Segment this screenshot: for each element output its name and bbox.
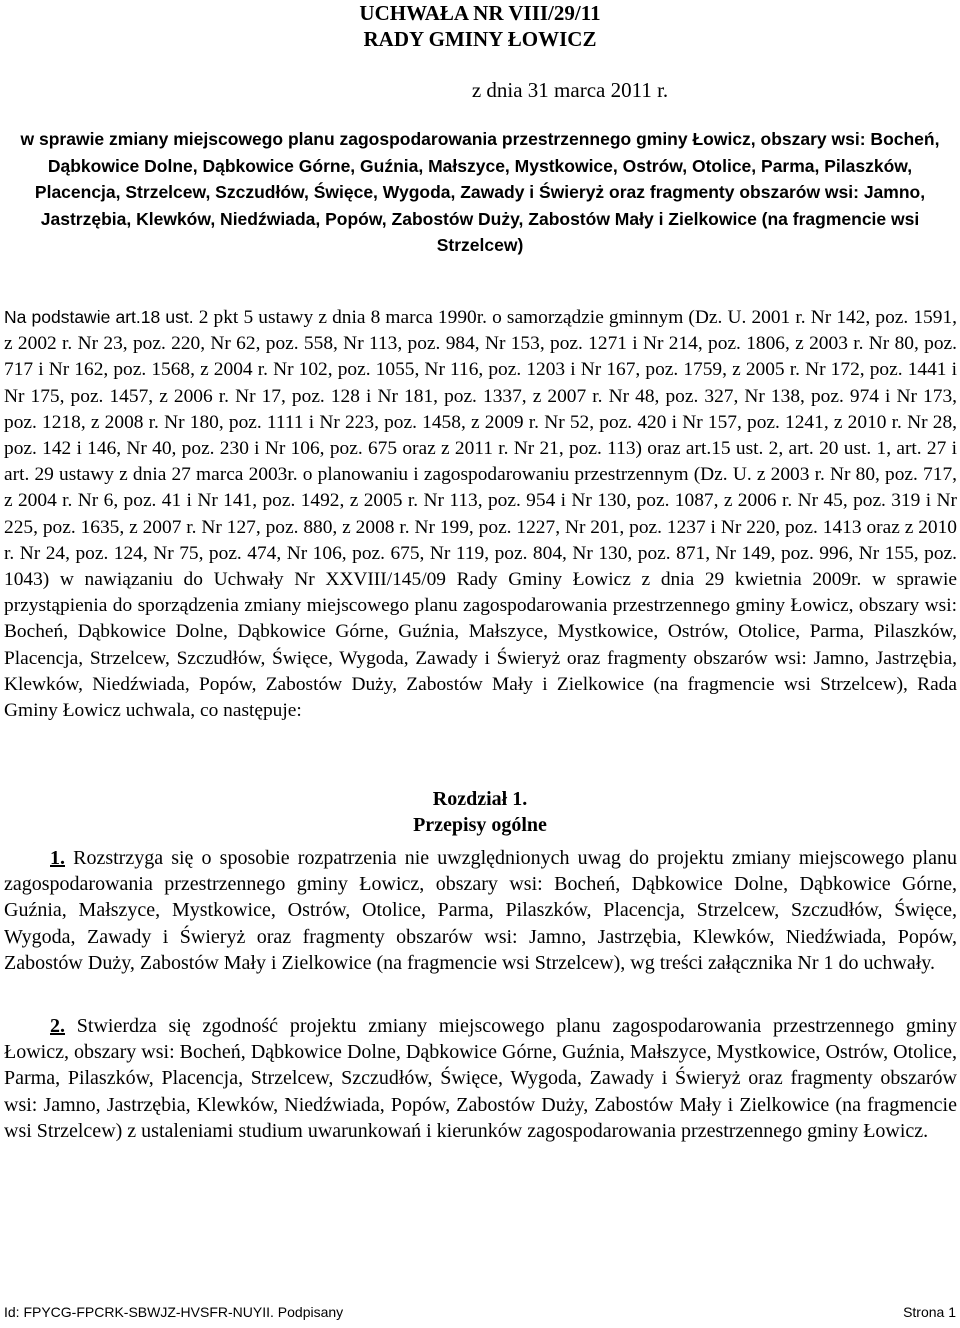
page-footer (4, 1300, 956, 1324)
council-name: RADY GMINY ŁOWICZ (363, 27, 597, 51)
legal-basis-intro: Na podstawie art.18 ust. (4, 307, 194, 327)
legal-basis-text: 2 pkt 5 ustawy z dnia 8 marca 1990r. o samorządzie gminnym (Dz. U. 2001 r. Nr 142, poz. 1591, z 2002 r. Nr 23, poz. 220, Nr 62, poz. 558, Nr 113, poz. 984, Nr 153, poz. 1271 i Nr 214, poz. 1806, z 2003 r. Nr 80, poz. 717 i Nr 162, poz. 1568, z 2004 r. Nr 102, poz. 1055, Nr 116, poz. 1203 i Nr 167, poz. 1759, z 2005 r. Nr 172, poz. 1441 i Nr 175, poz. 1457, z 2006 r. Nr 17, poz. 128 i Nr 181, poz. 1337, z 2007 r. Nr 48, poz. 327, Nr 138, poz. 974 i Nr 173, poz. 1218, z 2008 r. Nr 180, poz. 1111 i Nr 223, poz. 1458, z 2009 r. Nr 52, poz. 420 i Nr 157, poz. 1241, z 2010 r. Nr 28, poz. 142 i 146, Nr 40, poz. 230 i Nr 106, poz. 675 oraz z 2011 r. Nr 21, poz. 113) oraz art.15 ust. 2, art. 20 ust. 1, art. 27 i art. 29 ustawy z dnia 27 marca 2003r. o planowaniu i zagospodarowaniu przestrzennym (Dz. U. z 2003 r. Nr 80, poz. 717, z 2004 r. Nr 6, poz. 41 i Nr 141, poz. 1492, z 2005 r. Nr 113, poz. 954 i Nr 130, poz. 1087, z 2006 r. Nr 45, poz. 319 i Nr 225, poz. 1635, z 2007 r. Nr 127, poz. 880, z 2008 r. Nr 199, poz. 1227, Nr 201, poz. 1237 i Nr 220, poz. 1413 oraz z 2010 r. Nr 24, poz. 124, Nr 75, poz. 474, Nr 106, poz. 675, Nr 119, poz. 804, Nr 130, poz. 871, Nr 149, poz. 996, Nr 155, poz. 1043) w nawiązaniu do Uchwały Nr XXVIII/145/09 Rady Gminy Łowicz z dnia 29 kwietnia 2009r. w sprawie przystąpienia do sporządzenia zmiany miejscowego planu zagospodarowania przestrzennego gminy Łowicz, obszary wsi: Bocheń, Dąbkowice Dolne, Dąbkowice Górne, Guźnia, Małszyce, Mystkowice, Ostrów, Otolice, Parma, Pilaszków, Placencja, Strzelcew, Szczudłów, Święce, Wygoda, Zawady i Świeryż oraz fragmenty obszarów wsi: Jamno, Jastrzębia, Klewków, Niedźwiada, Popów, Zabostów Duży, Zabostów Mały i Zielkowice (na fragmencie wsi Strzelcew), Rada Gminy Łowicz uchwala, co następuje: (4, 307, 957, 722)
section-number: 2. (50, 1015, 65, 1037)
document-id: Id: FPYCG-FPCRK-SBWJZ-HVSFR-NUYII. Podpisany (4, 1304, 344, 1320)
resolution-title: UCHWAŁA NR VIII/29/11 (359, 1, 601, 25)
section-text: Stwierdza się zgodność projektu zmiany miejscowego planu zagospodarowania przestrzennego gminy Łowicz, obszary wsi: Bocheń, Dąbkowice Dolne, Dąbkowice Górne, Guźnia, Małszyce, Mystkowice, Ostrów, Otolice, Parma, Pilaszków, Placencja, Strzelcew, Szczudłów, Święce, Wygoda, Zawady i Świeryż oraz fragmenty obszarów wsi: Jamno, Jastrzębia, Klewków, Niedźwiada, Popów, Zabostów Duży, Zabostów Mały i Zielkowice (na fragmencie wsi Strzelcew) z ustaleniami studium uwarunkowań i kierunków zagospodarowania przestrzennego gminy Łowicz. (4, 1015, 957, 1142)
resolution-date: z dnia 31 marca 2011 r. (471, 78, 669, 102)
legal-basis (4, 304, 957, 724)
chapter-title: Przepisy ogólne (413, 814, 547, 836)
section-number: 1. (50, 847, 65, 869)
page-number: Strona 1 (903, 1304, 956, 1320)
section-1 (4, 845, 957, 976)
section-text: Rozstrzyga się o sposobie rozpatrzenia nie uwzględnionych uwag do projektu zmiany miejscowego planu zagospodarowania przestrzennego gminy Łowicz, obszary wsi: Bocheń, Dąbkowice Dolne, Dąbkowice Górne, Guźnia, Małszyce, Mystkowice, Ostrów, Otolice, Parma, Pilaszków, Placencja, Strzelcew, Szczudłów, Święce, Wygoda, Zawady i Świeryż oraz fragmenty obszarów wsi: Jamno, Jastrzębia, Klewków, Niedźwiada, Popów, Zabostów Duży, Zabostów Mały i Zielkowice (na fragmencie wsi Strzelcew), wg treści załącznika Nr 1 do uchwały. (4, 847, 957, 974)
resolution-subject: w sprawie zmiany miejscowego planu zagospodarowania przestrzennego gminy Łowicz, obszary wsi: Bocheń, Dąbkowice Dolne, Dąbkowice Górne, Guźnia, Małszyce, Mystkowice, Ostrów, Otolice, Parma, Pilaszków, Placencja, Strzelcew, Szczudłów, Święce, Wygoda, Zawady i Świeryż oraz fragmenty obszarów wsi: Jamno, Jastrzębia, Klewków, Niedźwiada, Popów, Zabostów Duży, Zabostów Mały i Zielkowice (na fragmencie wsi Strzelcew) (20, 129, 940, 255)
section-2 (4, 1013, 957, 1144)
chapter-number: Rozdział 1. (432, 788, 528, 810)
